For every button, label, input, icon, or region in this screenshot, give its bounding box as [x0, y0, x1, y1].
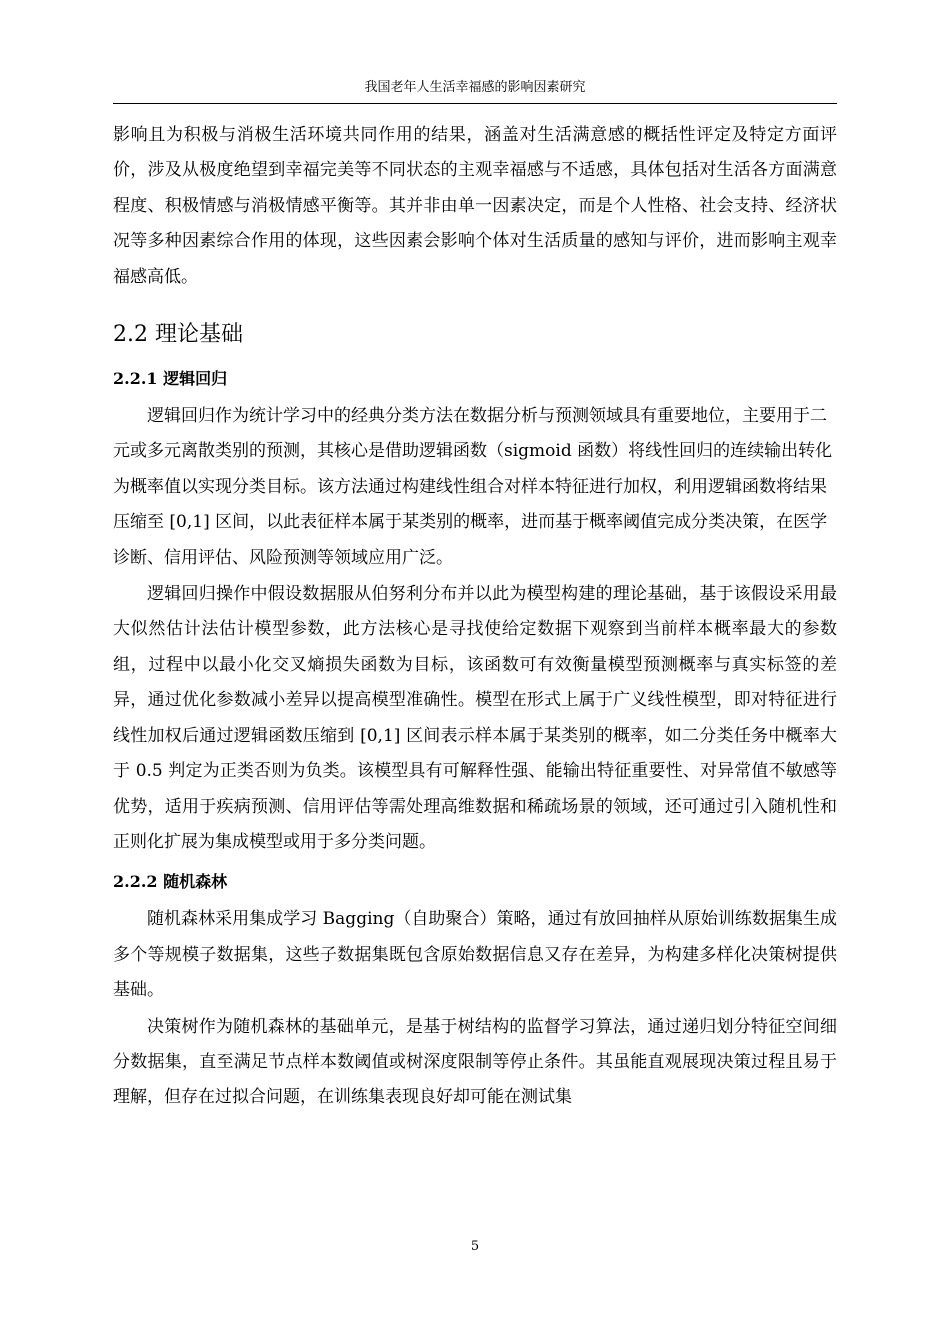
paragraph-intro: 影响且为积极与消极生活环境共同作用的结果，涵盖对生活满意感的概括性评定及特定方面评价，涉及从极度绝望到幸福完美等不同状态的主观幸福感与不适感，具体包括对生活各方面满意程度、积极情感与消极情感平衡等。其并非由单一因素决定，而是个人性格、社会支持、经济状况等多种因素综合作用的体现，这些因素会影响个体对生活质量的感知与评价，进而影响主观幸福感高低。: [113, 125, 837, 287]
page-body: [113, 118, 837, 1116]
paragraph-logistic-regression-2: 逻辑回归操作中假设数据服从伯努利分布并以此为模型构建的理论基础，基于该假设采用最大似然估计法估计模型参数，此方法核心是寻找使给定数据下观察到当前样本概率最大的参数组，过程中以最小化交叉熵损失函数为目标，该函数可有效衡量模型预测概率与真实标签的差异，通过优化参数减小差异以提高模型准确性。模型在形式上属于广义线性模型，即对特征进行线性加权后通过逻辑函数压缩到 [0,1] 区间表示样本属于某类别的概率，如二分类任务中概率大于 0.5 判定为正类否则为负类。该模型具有可解释性强、能输出特征重要性、对异常值不敏感等优势，适用于疾病预测、信用评估等需处理高维数据和稀疏场景的领域，还可通过引入随机性和正则化扩展为集成模型或用于多分类问题。: [113, 584, 837, 852]
page-number: 5: [470, 1239, 480, 1254]
running-header: 我国老年人生活幸福感的影响因素研究: [364, 80, 586, 95]
paragraph-random-forest-1: 随机森林采用集成学习 Bagging（自助聚合）策略，通过有放回抽样从原始训练数据集生成多个等规模子数据集，这些子数据集既包含原始数据信息又存在差异，为构建多样化决策树提供基础。: [113, 909, 837, 1001]
subsection-heading-2-2-2: 2.2.2 随机森林: [113, 872, 228, 892]
header-rule: [113, 103, 837, 104]
paragraph-logistic-regression-1: 逻辑回归作为统计学习中的经典分类方法在数据分析与预测领域具有重要地位，主要用于二元或多元离散类别的预测，其核心是借助逻辑函数（sigmoid 函数）将线性回归的连续输出转化为概率值以实现分类目标。该方法通过构建线性组合对样本特征进行加权，利用逻辑函数将结果压缩至 [0,1] 区间，以此表征样本属于某类别的概率，进而基于概率阈值完成分类决策，在医学诊断、信用评估、风险预测等领域应用广泛。: [113, 406, 833, 568]
section-heading-2-2: 2.2 理论基础: [113, 322, 243, 348]
subsection-heading-2-2-1: 2.2.1 逻辑回归: [113, 369, 228, 389]
paragraph-random-forest-2: 决策树作为随机森林的基础单元，是基于树结构的监督学习算法，通过递归划分特征空间细分数据集，直至满足节点样本数阈值或树深度限制等停止条件。其虽能直观展现决策过程且易于理解，但存在过拟合问题，在训练集表现良好却可能在测试集: [113, 1016, 837, 1108]
